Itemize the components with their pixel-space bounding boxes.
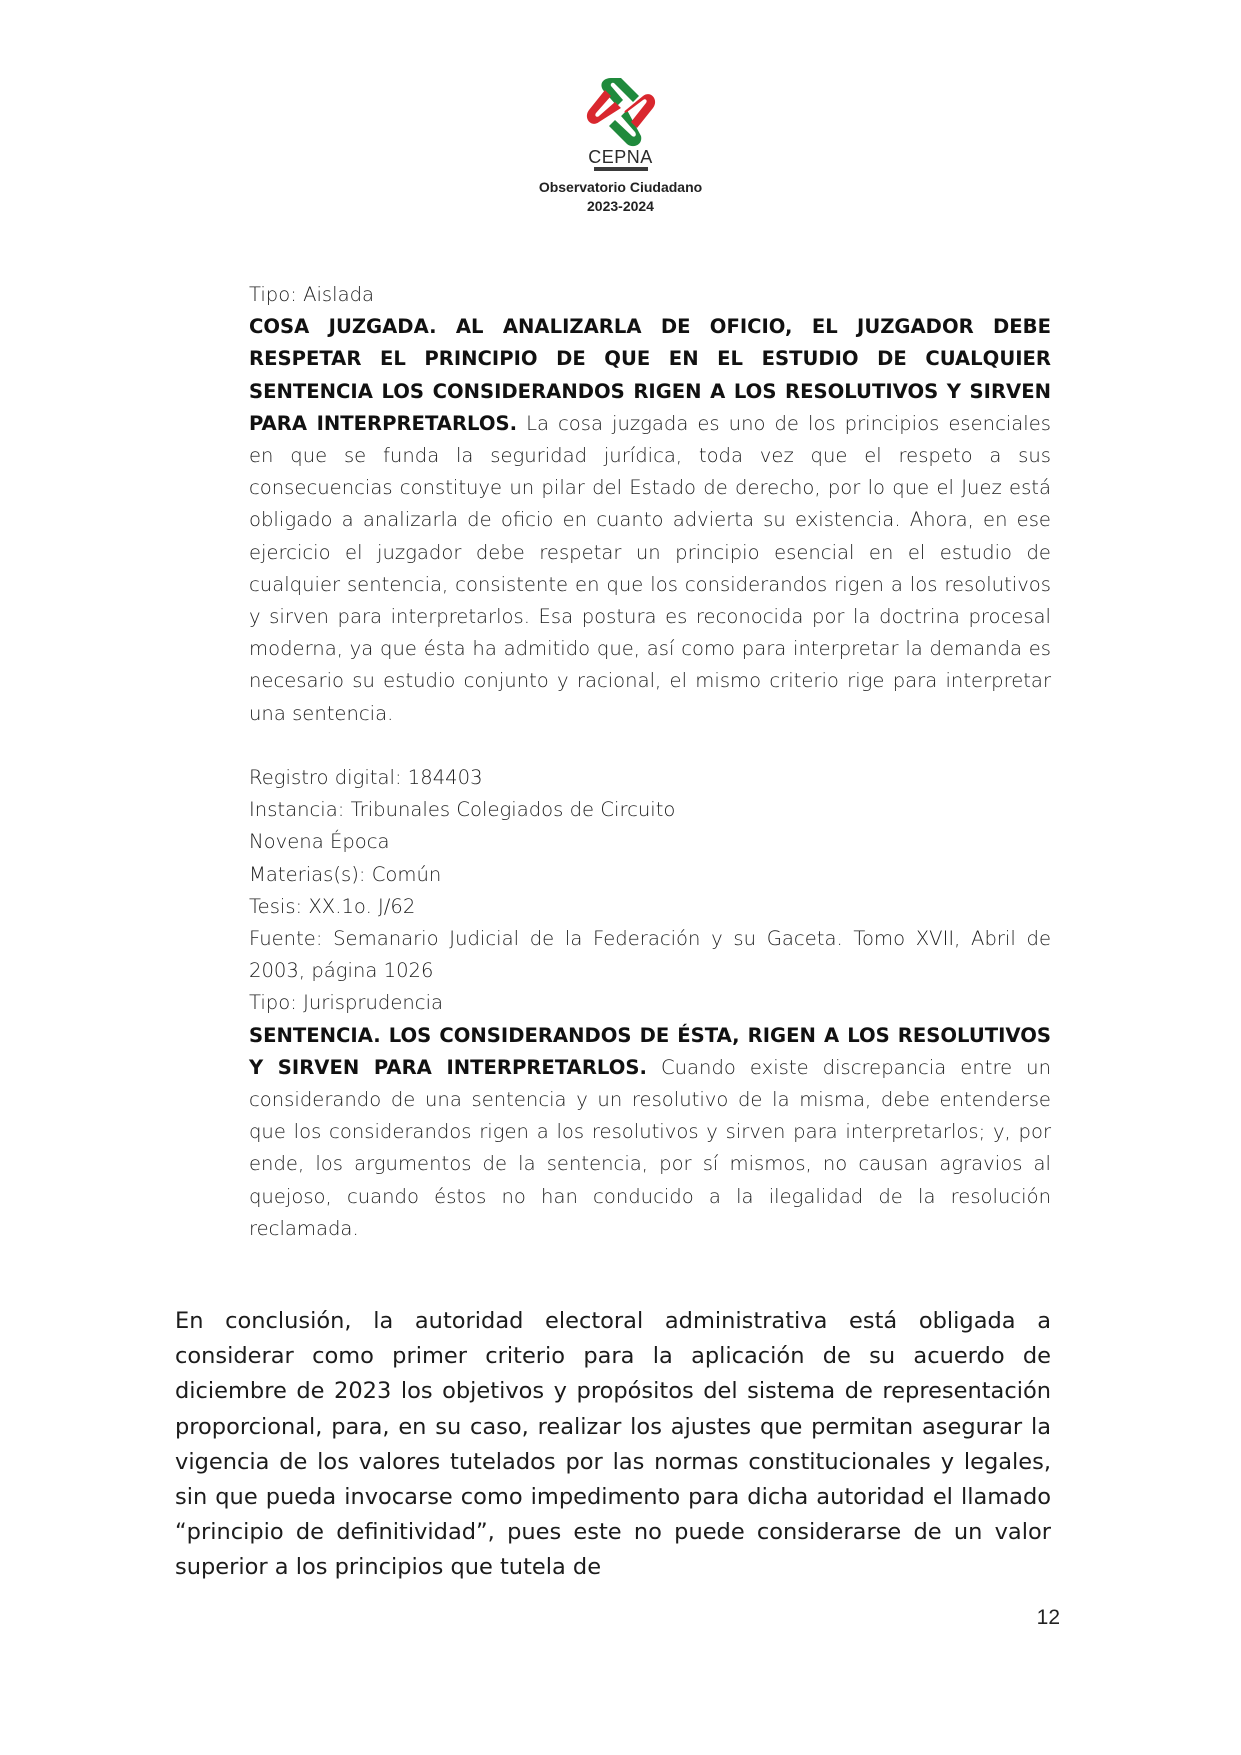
quote1-title: COSA JUZGADA. AL ANALIZARLA DE OFICIO, EL JUZGADOR DEBE RESPETAR EL PRINCIPIO DE QUE EN EL ESTUDIO DE CUALQUIER SENTENCIA LOS CONSIDERANDOS RIGEN A LOS RESOLUTIVOS Y SIRVEN PARA INTERPRETARLOS. xyxy=(249,315,1051,435)
quote2-epoca: Novena Época xyxy=(249,830,390,854)
jurisprudence-quote-block xyxy=(249,279,1051,1245)
quote2-tipo: Tipo: Jurisprudencia xyxy=(249,991,444,1015)
document-header xyxy=(0,72,1241,215)
quote2-tesis: Tesis: XX.1o. J/62 xyxy=(249,894,416,918)
logo-text: CEPNA xyxy=(588,147,653,167)
quote2-fuente: Fuente: Semanario Judicial de la Federación y su Gaceta. Tomo XVII, Abril de 2003, página 1026 xyxy=(249,927,1051,983)
organization-name: Observatorio Ciudadano xyxy=(538,179,703,195)
quote2-title: SENTENCIA. LOS CONSIDERANDOS DE ÉSTA, RIGEN A LOS RESOLUTIVOS Y SIRVEN PARA INTERPRETARLOS. xyxy=(249,1023,1051,1079)
conclusion-paragraph: En conclusión, la autoridad electoral administrativa está obligada a considerar como primer criterio para la aplicación de su acuerdo de diciembre de 2023 los objetivos y propósitos del sistema de representación proporcional, para, en su caso, realizar los ajustes que permitan asegurar la vigencia de los valores tutelados por las normas constitucionales y legales, sin que pueda invocarse como impedimento para dicha autoridad el llamado “principio de definitividad”, pues este no puede considerarse de un valor superior a los principios que tutela de xyxy=(175,1308,1051,1581)
logo-subtitle-bar xyxy=(594,167,648,171)
quote1-body: La cosa juzgada es uno de los principios esenciales en que se funda la seguridad jurídica, toda vez que el respeto a sus consecuencias constituye un pilar del Estado de derecho, por lo que el Juez está obligado a analizarla de oficio en cuanto advierta su existencia. Ahora, en ese ejercicio el juzgador debe respetar un principio esencial en el estudio de cualquier sentencia, consistente en que los considerandos rigen a los resolutivos y sirven para interpretarlos. Esa postura es reconocida por la doctrina procesal moderna, ya que ésta ha admitido que, así como para interpretar la demanda es necesario su estudio conjunto y racional, el mismo criterio rige para interpretar una sentencia. xyxy=(249,411,1051,725)
quote2-body: Cuando existe discrepancia entre un considerando de una sentencia y un resolutivo de la misma, debe entenderse que los considerandos rigen a los resolutivos y sirven para interpretarlos; y, por ende, los argumentos de la sentencia, por sí mismos, no causan agravios al quejoso, cuando éstos no han conducido a la ilegalidad de la resolución reclamada. xyxy=(249,1055,1051,1240)
quote2-registro: Registro digital: 184403 xyxy=(249,766,483,790)
quote2-materias: Materias(s): Común xyxy=(249,862,442,886)
quote1-tipo: Tipo: Aislada xyxy=(249,283,375,306)
quote2-paragraph xyxy=(249,1020,1051,1245)
quote1-paragraph xyxy=(249,311,1051,730)
page-number: 12 xyxy=(1036,1606,1060,1629)
spacer xyxy=(249,730,1051,762)
quote2-instancia: Instancia: Tribunales Colegiados de Circuito xyxy=(249,798,676,822)
organization-years: 2023-2024 xyxy=(587,198,654,214)
cepna-logo-icon xyxy=(581,72,661,150)
